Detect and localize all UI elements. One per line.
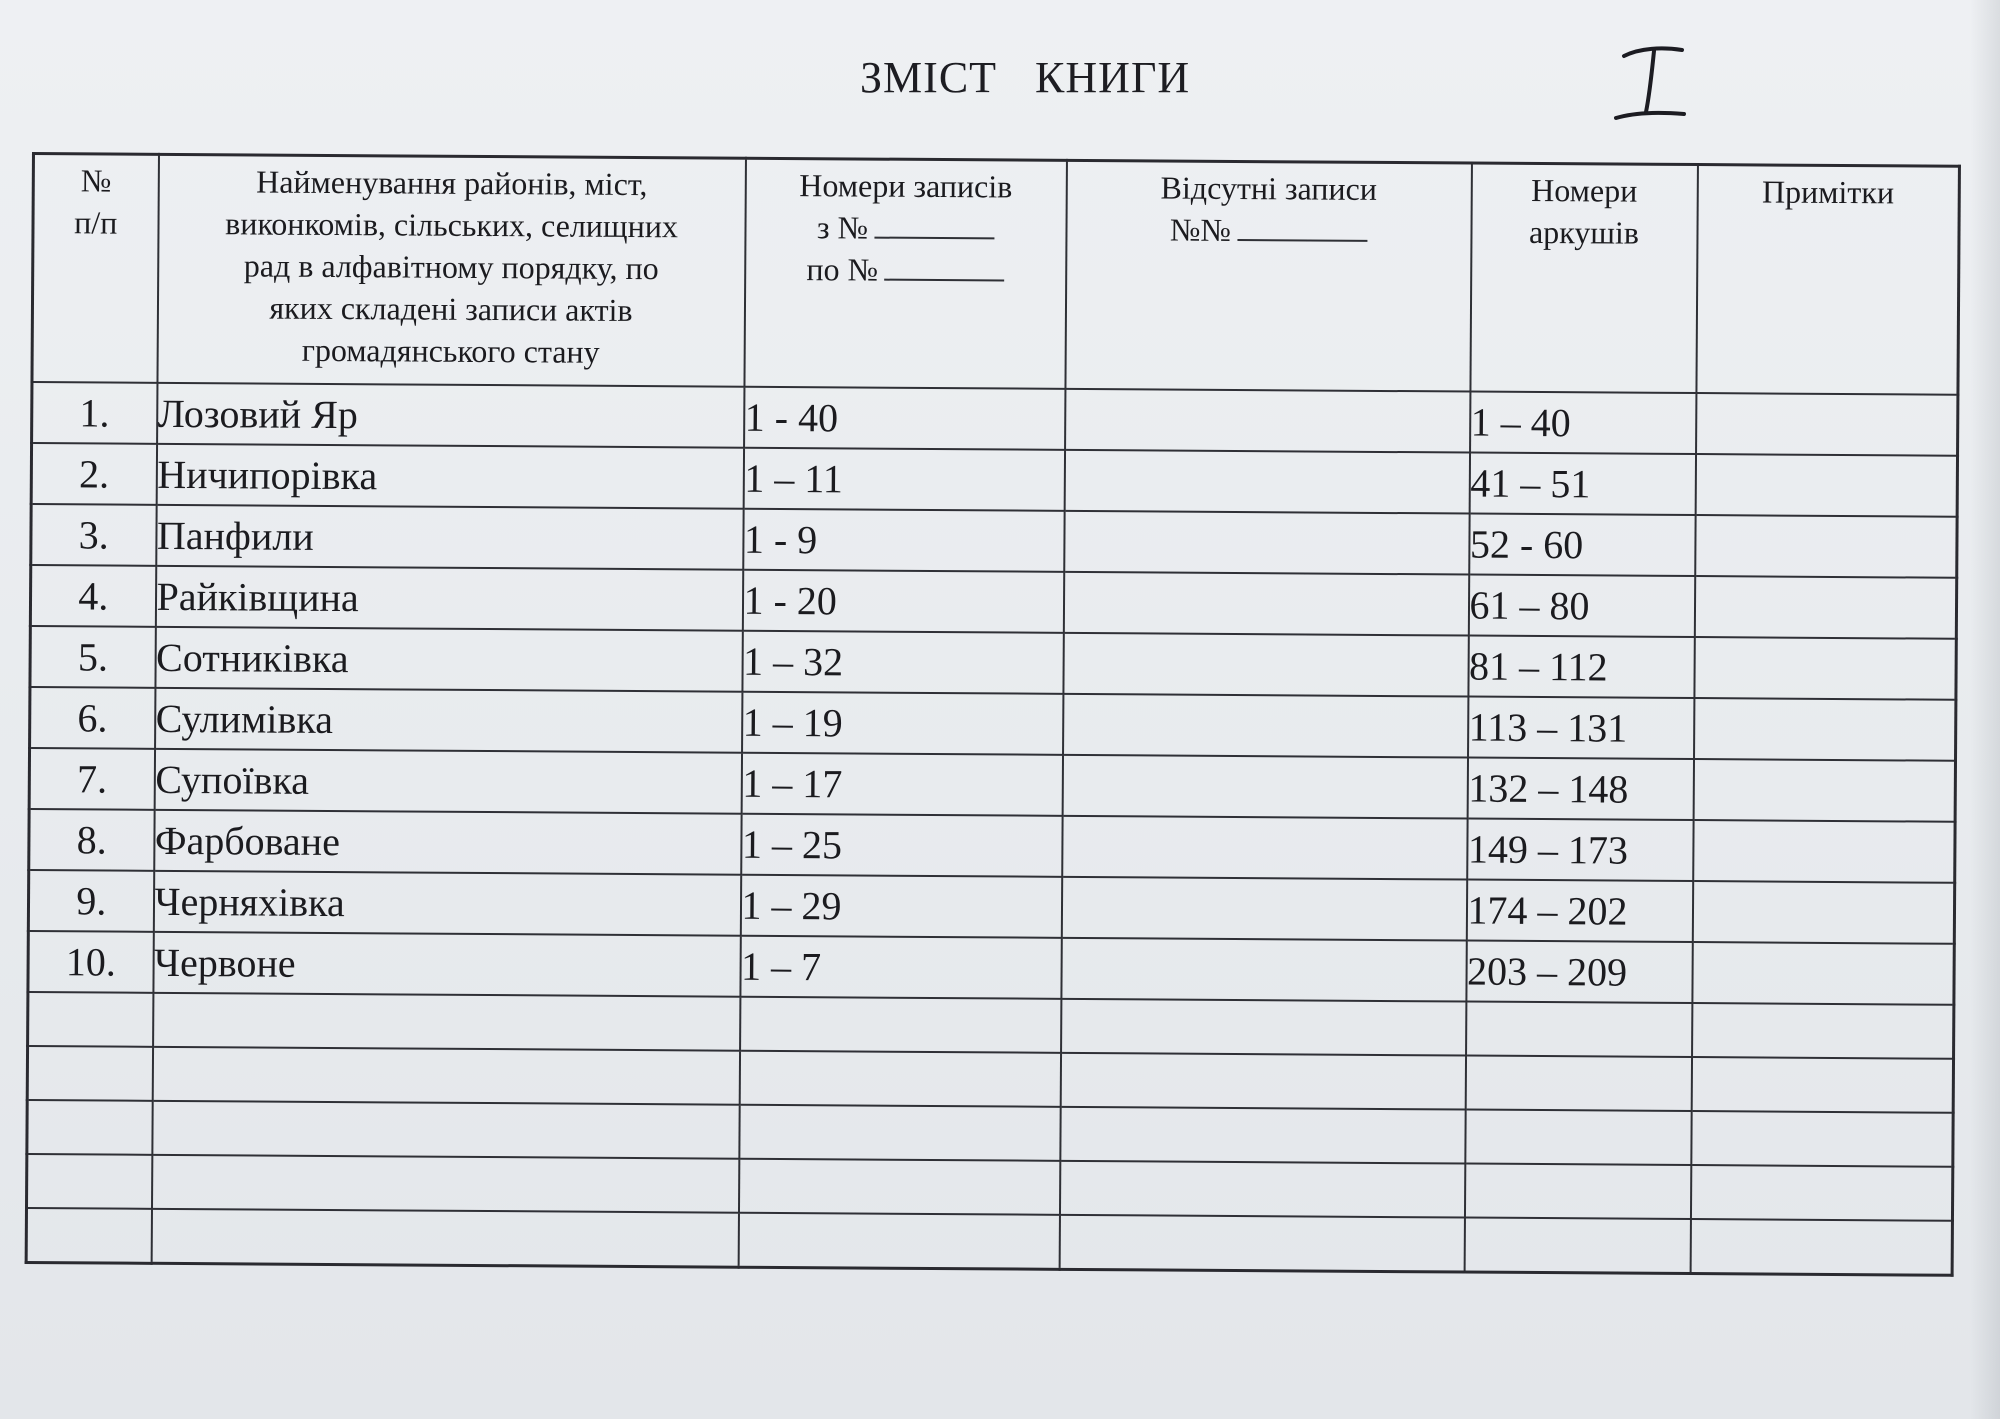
record-range: 1 - 40 <box>744 387 1065 450</box>
empty-cell <box>1464 1164 1690 1219</box>
header-number: № п/п <box>32 154 159 383</box>
settlement-name: Лозовий Яр <box>157 383 744 448</box>
header-record-numbers: Номери записів з № по № <box>744 158 1067 389</box>
settlement-name: Супоївка <box>154 749 741 814</box>
notes-cell <box>1692 881 1954 944</box>
sheet-range: 132 – 148 <box>1467 758 1693 820</box>
missing-records <box>1061 938 1466 1002</box>
missing-records <box>1063 633 1468 697</box>
empty-cell <box>740 997 1061 1053</box>
record-range: 1 – 19 <box>742 692 1063 755</box>
contents-table-wrapper <box>25 152 1958 1277</box>
header-sheet-numbers: Номери аркушів <box>1470 163 1698 393</box>
record-range: 1 – 11 <box>743 448 1064 511</box>
record-range: 1 - 9 <box>743 509 1064 572</box>
missing-records <box>1065 389 1470 453</box>
blank-line <box>1237 209 1367 242</box>
settlement-name: Ничипорівка <box>156 444 743 509</box>
notes-cell <box>1692 942 1954 1005</box>
empty-cell <box>28 992 153 1047</box>
missing-records <box>1063 572 1468 636</box>
empty-cell <box>27 1046 152 1101</box>
row-number: 6. <box>30 687 155 749</box>
settlement-name: Райківщина <box>155 566 742 631</box>
row-number: 2. <box>31 443 156 505</box>
empty-cell <box>1464 1218 1690 1274</box>
record-range: 1 – 7 <box>740 936 1061 999</box>
empty-cell <box>151 1209 738 1267</box>
row-number: 9. <box>28 870 153 932</box>
row-number: 8. <box>29 809 154 871</box>
empty-cell <box>1691 1111 1953 1167</box>
header-notes: Примітки <box>1696 165 1960 395</box>
settlement-name: Сулимівка <box>155 688 742 753</box>
empty-cell <box>1690 1219 1952 1275</box>
empty-cell <box>1465 1110 1691 1165</box>
empty-cell <box>27 1100 152 1155</box>
record-range: 1 – 29 <box>740 875 1061 938</box>
settlement-name: Черняхівка <box>153 871 740 936</box>
handwritten-volume-mark <box>1610 42 1690 126</box>
empty-cell <box>26 1154 151 1209</box>
sheet-range: 81 – 112 <box>1468 636 1694 698</box>
row-number: 7. <box>29 748 154 810</box>
missing-records <box>1064 450 1469 514</box>
table-body <box>26 382 1958 1275</box>
empty-cell <box>739 1105 1060 1161</box>
row-number: 5. <box>30 626 155 688</box>
header-missing-records: Відсутні записи №№ <box>1065 160 1472 391</box>
missing-records <box>1062 755 1467 819</box>
notes-cell <box>1694 576 1956 639</box>
sheet-range: 113 – 131 <box>1468 697 1694 759</box>
sheet-range: 52 - 60 <box>1469 514 1695 576</box>
row-number: 4. <box>30 565 155 627</box>
empty-cell <box>152 1047 739 1105</box>
row-number: 3. <box>31 504 156 566</box>
empty-cell <box>1465 1056 1691 1111</box>
page-edge-shadow <box>1970 0 2000 1419</box>
notes-cell <box>1694 637 1956 700</box>
record-range: 1 - 20 <box>742 570 1063 633</box>
page-title: ЗМІСТ КНИГИ <box>860 53 1191 102</box>
settlement-name: Червоне <box>153 932 740 997</box>
empty-cell <box>1059 1161 1464 1218</box>
blank-line <box>884 249 1004 282</box>
sheet-range: 203 – 209 <box>1466 941 1692 1003</box>
empty-cell <box>739 1051 1060 1107</box>
sheet-range: 61 – 80 <box>1468 575 1694 637</box>
notes-cell <box>1695 515 1957 578</box>
row-number: 1. <box>32 382 157 444</box>
empty-cell <box>738 1213 1059 1270</box>
missing-records <box>1063 694 1468 758</box>
sheet-range: 149 – 173 <box>1467 819 1693 881</box>
settlement-name: Сотниківка <box>155 627 742 692</box>
notes-cell <box>1695 454 1957 517</box>
empty-cell <box>1466 1002 1692 1057</box>
record-range: 1 – 17 <box>741 753 1062 816</box>
empty-cell <box>26 1208 151 1263</box>
sheet-range: 41 – 51 <box>1469 453 1695 515</box>
record-range: 1 – 32 <box>742 631 1063 694</box>
notes-cell <box>1693 759 1955 822</box>
empty-cell <box>1061 999 1466 1056</box>
empty-cell <box>151 1155 738 1213</box>
sheet-range: 174 – 202 <box>1466 880 1692 942</box>
settlement-name: Панфили <box>156 505 743 570</box>
row-number: 10. <box>28 931 153 993</box>
header-name: Найменування районів, міст, виконкомів, сільських, селищних рад в алфавітному порядку, по яких складені записи актів громадянського стану <box>157 154 746 386</box>
notes-cell <box>1693 820 1955 883</box>
contents-table <box>25 152 1961 1277</box>
empty-cell <box>153 993 740 1051</box>
empty-cell <box>1059 1215 1464 1272</box>
missing-records <box>1061 877 1466 941</box>
empty-cell <box>1690 1165 1952 1221</box>
blank-line <box>874 207 994 240</box>
empty-cell <box>1691 1057 1953 1113</box>
table-header-row <box>32 154 1959 395</box>
notes-cell <box>1696 393 1958 456</box>
settlement-name: Фарбоване <box>154 810 741 875</box>
missing-records <box>1064 511 1469 575</box>
empty-cell <box>1060 1053 1465 1110</box>
missing-records <box>1062 816 1467 880</box>
record-range: 1 – 25 <box>741 814 1062 877</box>
empty-cell <box>1692 1003 1954 1059</box>
empty-cell <box>152 1101 739 1159</box>
notes-cell <box>1694 698 1956 761</box>
empty-table-row <box>26 1208 1952 1275</box>
empty-cell <box>738 1159 1059 1215</box>
sheet-range: 1 – 40 <box>1470 392 1696 454</box>
empty-cell <box>1060 1107 1465 1164</box>
